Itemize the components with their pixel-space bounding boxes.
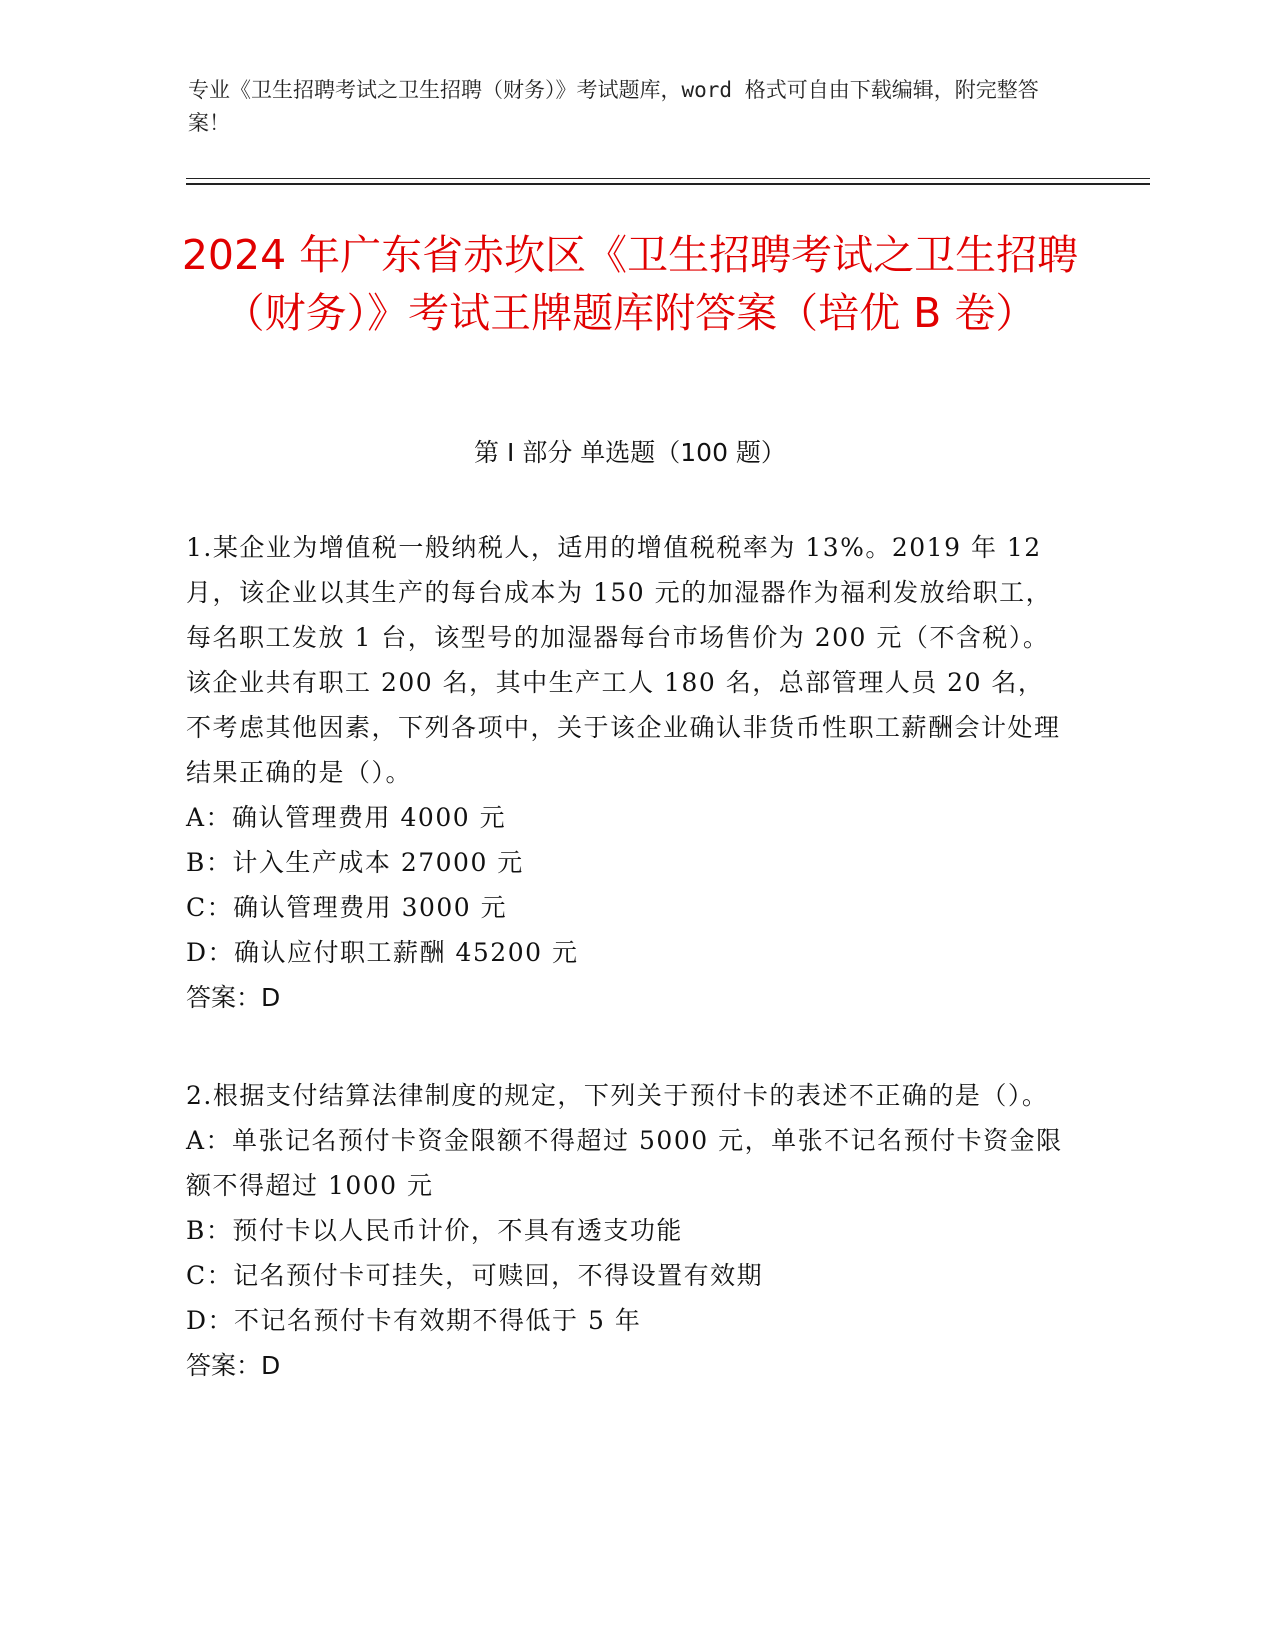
- section-title: 第 I 部分 单选题（100 题）: [474, 438, 786, 467]
- answer-label: 答案：D: [186, 1351, 281, 1380]
- option-c: C：确认管理费用 3000 元: [186, 893, 508, 922]
- question-1: [186, 525, 1066, 1020]
- option-a: A：确认管理费用 4000 元: [186, 803, 507, 832]
- question-2: [186, 1073, 1066, 1388]
- option-a: A：单张记名预付卡资金限额不得超过 5000 元，单张不记名预付卡资金限额不得超过 1000 元: [186, 1126, 1063, 1200]
- question-text: 1.某企业为增值税一般纳税人，适用的增值税税率为 13%。2019 年 12 月，该企业以其生产的每台成本为 150 元的加湿器作为福利发放给职工，每名职工发放 1 台，该型号的加湿器每台市场售价为 200 元（不含税）。该企业共有职工 200 名，其中生产工人 180 名，总部管理人员 20 名，不考虑其他因素，下列各项中，关于该企业确认非货币性职工薪酬会计处理结果正确的是（）。: [186, 533, 1061, 787]
- option-d: D：不记名预付卡有效期不得低于 5 年: [186, 1306, 642, 1335]
- option-b: B：计入生产成本 27000 元: [186, 848, 524, 877]
- header-divider-thick: [186, 183, 1150, 185]
- answer-label: 答案：D: [186, 983, 281, 1012]
- question-text: 2.根据支付结算法律制度的规定，下列关于预付卡的表述不正确的是（）。: [186, 1081, 1049, 1110]
- header-note: 专业《卫生招聘考试之卫生招聘（财务）》考试题库，word 格式可自由下载编辑，附完整答案！: [188, 78, 1039, 135]
- option-d: D：确认应付职工薪酬 45200 元: [186, 938, 579, 967]
- header-divider-thin: [186, 178, 1150, 179]
- option-c: C：记名预付卡可挂失，可赎回，不得设置有效期: [186, 1261, 764, 1290]
- document-title: 2024 年广东省赤坎区《卫生招聘考试之卫生招聘（财务）》考试王牌题库附答案（培优 B 卷）: [181, 231, 1079, 337]
- option-b: B：预付卡以人民币计价，不具有透支功能: [186, 1216, 683, 1245]
